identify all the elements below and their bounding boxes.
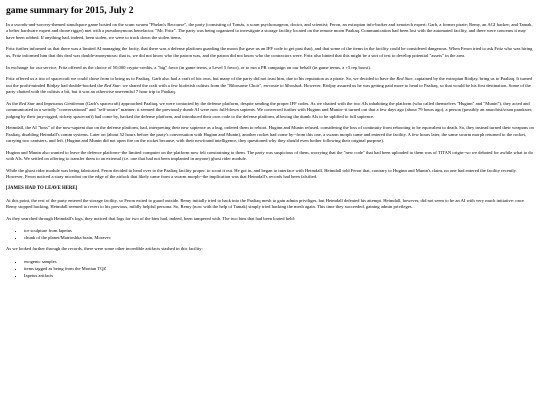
text-span: . However, Rödjay assured us he was getting paid more to head to Paaliaq, so that would be his first destination. Some of the party chatted with the cultists a bit, but it was an otherwise uneventful 7 hour trip to Paaliaq. [6, 82, 531, 95]
paragraph-feron-scout: While the ghost rider module was being fabricated, Feron decided to head over to the Paaliaq facility proper, to scout it out. He got in, and began to interface with Heimdall. Heimdall told Feron that, contrary to Huginn and Munin's claim, no one had entered the facility recently. However, Feron noticed a stray microbot on the edge of the airlock that likely came from a swarm morph--the implication was that Heimdall's records had been falsified. [6, 167, 517, 180]
paragraph-hacking: At this point, the rest of the party entered the storage facility, so Feron exited to guard outside. Remy initially tried to hack into the Paaliaq mesh to gain admin priviliges, but Heimdall defeated his attempt. Heimdall, however, did not seem to be an AI with very much initiative: once Remy stopped hacking, Heimdall seemed to revert to his previous, mildly helpful persona. So, Remy (now with the help of Tamak) simply tried hacking the mesh again. This time they succeeded, gaining admin privileges. [6, 197, 524, 210]
ship-name: Red Star [104, 82, 121, 88]
text-span: As the [6, 100, 20, 106]
text-span: and [34, 100, 44, 106]
text-span: : we shared the craft with a few biofetish cultists from the "Ribosome Choir", en-route to [120, 82, 285, 88]
paragraph-heimdall: Heimdall, the AI "boss" of the now-sapient duo on the defense platform, had, interpreting their new sapience as a bug, ordered them to reboot. Huginn and Munin refused, considering the loss of continuity from rebooting to be equivalent to death. So, they instead turned their weapons on Paaliaq, disabling Heimdall's comm systems. Later on (about 52 hours before the party's conversation with Huginn and Munin), another rocket had come by--from this one, a swarm morph came and entered the facility. A few hours later, the same swarm morph returned to the rocket, carrying two canisters, and left. (Huginn and Munin did not open fire on the rocket because, with their newfound intelligence, they questioned why they should even bother following their original purpose). [6, 125, 534, 144]
paragraph-logs: As they searched through Heimdall's logs, they noticed that logs for two of the bins had, indeed, been tampered with. The two bins that had been looted held: [6, 215, 295, 221]
text-span: Fritz offered us a trio of spacecraft we could chose from to bring us to Paaliaq. Garb also had a craft of his own, but many of the party did not trust him, due to his reputation as a pirate. So, we decided to have the [6, 76, 397, 82]
list-item: • Iapetus artifacts [24, 272, 534, 279]
paragraph-payment: In exchange for our service, Fritz offered us the choice of 50,000 crypto-credits, a "big" favor (in game terms, a Level 5 favor), or to run a PR campaign on our behalf (in game terms, a +5 rep boost). [6, 64, 372, 70]
paragraph-intro: In a swords-and-sorcery-themed simulspace game hosted on the scum swarm "Phelan's Recourse", the party (consisting of Tomás, a scarn psychosurgeon, doctor, and scientist; Feron, an extropian info-broker and xenotech expert; Garb, a former pirate; Remy, an AGI hacker; and Tamak, a belter hardware expert and drone rigger) met with a pseudonymous benefactor, "Mr. Fritz". The party was being organized to investigate a storage facility located on the remote moon Paaliaq. Communication had been lost with the automated facility, and there were concerns it may have been robbed. If anything had, indeed, been stolen, we were to track down the stolen items. [6, 21, 533, 40]
ship-name: Red Star [19, 100, 35, 106]
paragraph-artifacts: As we looked further through the records, there were some other incredible artifacts stashed in this facility: [6, 246, 203, 252]
list-item: • ice sculpture from Iapetus [24, 227, 534, 234]
paragraph-defense-platform [6, 101, 534, 121]
list-item: • exogenic samples [24, 258, 534, 265]
looted-items-list [6, 227, 534, 241]
artifacts-list [6, 258, 534, 279]
paragraph-facility-info: Fritz further informed us that there was a limited AI managing the facity, that there was a defense platform guarding the moon (he gave us an IFF code to get past that), and that some of the items in the facility could be considered dangerous. When Feron tried to ask Fritz who was hiring us, Fritz informed him that this deal was double-anonymous: that is, we did not know who the patron was, and the patron did not know who the contractors were. Fritz also hinted that this might be a sort of test to develop potential "assets" in the area. [6, 46, 533, 58]
ship-name: Red Star [396, 76, 413, 82]
ship-name: Impetuous Gentleman [43, 100, 85, 106]
paragraph-ghost-rider: Huginn and Munin also wanted to leave the defence platform--the limited computer on the platform now felt constraining to them. The party was suspicious of them, worrying that the "new code" that had been uploaded to them was of TITAN origin--so we debated for awhile what to do with AIs. We settled on offering to transfer them to an external (i.e. one that had not been implanted in anyone) ghost rider module. [6, 149, 533, 162]
place-name: Mooshak [284, 82, 302, 88]
text-span: , captained by the extropian Rödjay, bring us to Paaliaq. It turned out the profit-minded Rödjay had double-booked the [6, 76, 532, 88]
text-span: (Garb's spacecraft) approached Paaliaq, we were contacted by the defense platform, despite sending the proper IFF codes. As we chatted with the two AIs inhabiting the platform (who called themselves "Huginn" and "Munin"), they acted and communicated in a weirdly "conversational" and "self-aware" manner: it seemed the previously dumb AI were now full-blown sapients. We conversed further with Huginn and Munin--it turned out that a few days ago (about 79 hours ago), a person (possibly an anarchist/scum prankster, judging by their jury-rigged, rickety spacecraft) had come by, hacked the defense platform, and introduced their own code to the defense platform, allowing the dumb AIs to be uplifted to full sapience. [6, 100, 533, 119]
section-note: [JAMES HAD TO LEAVE HERE] [6, 185, 78, 191]
page-title: game summary for 2015, July 2 [6, 6, 134, 16]
list-item: • items tagged as being from the Martian TQZ [24, 265, 534, 272]
paragraph-travel [6, 76, 534, 96]
list-item: • chunk of the planet/Matrioshka brain, Moravec [24, 234, 534, 241]
